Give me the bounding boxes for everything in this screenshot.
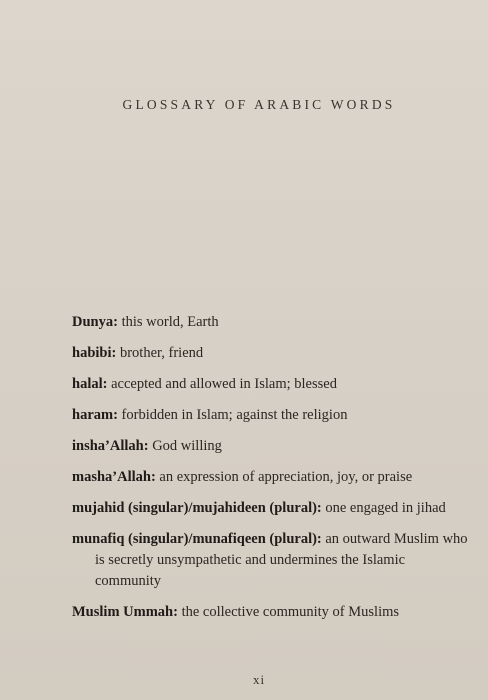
glossary-term: halal: xyxy=(72,376,108,392)
glossary-definition: an outward Muslim who is secretly unsympathetic and undermines the Islamic community xyxy=(95,531,468,589)
glossary-definition: God willing xyxy=(148,438,222,454)
glossary-definition: accepted and allowed in Islam; blessed xyxy=(107,376,337,392)
glossary-entry xyxy=(72,343,472,364)
glossary-definition: an expression of appreciation, joy, or praise xyxy=(155,469,413,485)
glossary-term: Muslim Ummah: xyxy=(72,604,178,620)
glossary-definition: brother, friend xyxy=(116,345,204,361)
page-title: GLOSSARY OF ARABIC WORDS xyxy=(122,97,396,112)
glossary-list xyxy=(72,312,472,633)
glossary-term: haram: xyxy=(72,407,118,423)
glossary-definition: this world, Earth xyxy=(117,314,219,330)
glossary-entry xyxy=(72,467,472,488)
glossary-entry xyxy=(72,529,472,592)
glossary-entry xyxy=(72,436,472,457)
glossary-definition: forbidden in Islam; against the religion xyxy=(117,407,348,423)
glossary-entry xyxy=(72,374,472,395)
glossary-entry xyxy=(72,498,472,519)
glossary-term: mujahid (singular)/mujahideen (plural): xyxy=(72,500,322,516)
glossary-term: masha’Allah: xyxy=(72,469,156,485)
glossary-term: insha’Allah: xyxy=(72,438,149,454)
glossary-term: munafiq (singular)/munafiqeen (plural): xyxy=(72,531,322,547)
glossary-definition: the collective community of Muslims xyxy=(177,604,400,620)
glossary-term: Dunya: xyxy=(72,314,118,330)
glossary-entry xyxy=(72,405,472,426)
glossary-term: habibi: xyxy=(72,345,117,361)
glossary-definition: one engaged in jihad xyxy=(321,500,446,516)
glossary-entry xyxy=(72,312,472,333)
glossary-entry xyxy=(72,602,472,623)
page-number: xi xyxy=(252,672,266,687)
